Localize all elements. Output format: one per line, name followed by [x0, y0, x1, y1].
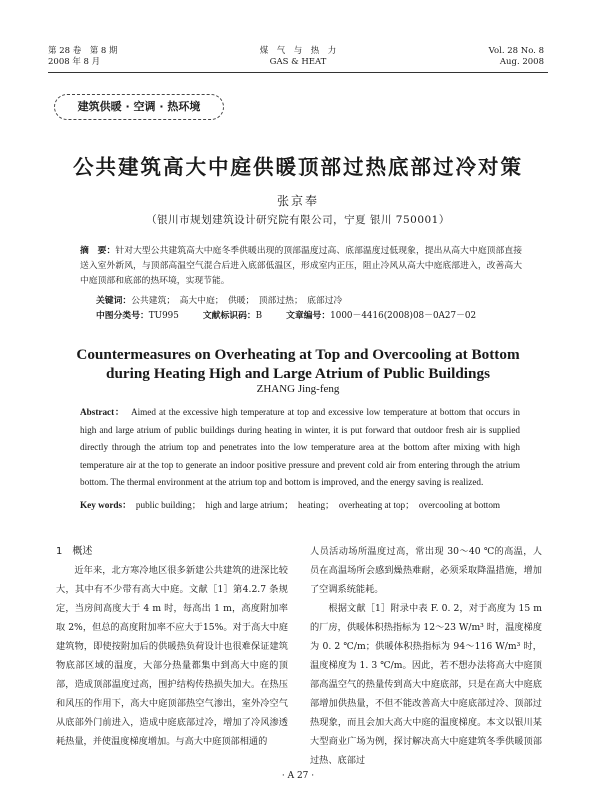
- keywords-en: [80, 497, 520, 515]
- keywords-cn-label: 关键词：: [96, 296, 132, 306]
- classification-line: [96, 309, 476, 323]
- article-title-cn: 公共建筑高大中庭供暖顶部过热底部过冷对策: [73, 155, 523, 179]
- abstract-cn-text: 针对大型公共建筑高大中庭冬季供暖出现的顶部温度过高、底部温度过低现象，提出从高大中庭顶部直接送入室外新风，与顶部高温空气混合后进入底部低温区，形成室内正压，阻止冷风从高大中庭底部进入，改善高大中庭顶部和底部的热环境，实现节能。: [80, 246, 522, 286]
- body-right-column: [310, 542, 542, 770]
- issue-date-en: Aug. 2008: [499, 57, 544, 67]
- volume-issue: 第 28 卷 第 8 期: [48, 46, 118, 56]
- affiliation-cn: （银川市规划建筑设计研究院有限公司，宁夏 银川 750001）: [146, 214, 450, 226]
- keywords-cn-text: 公共建筑； 高大中庭； 供暖； 顶部过热； 底部过冷: [131, 296, 343, 306]
- section-heading: 1 概述: [56, 546, 93, 557]
- abstract-cn-label: 摘 要：: [80, 246, 116, 256]
- body-paragraph: 根据文献［1］附录中表 F. 0. 2，对于高度为 15 m 的厂房，供暖体积热指标为 12～23 W/m³ 时，温度梯度为 0. 2 ℃/m；供暖体积热指标为 94～116 W/m³ 时，温度梯度为 1. 3 ℃/m。因此，若不想办法将高大中庭顶部高温空气的热量传到高大中庭底部，只是在高大中庭底部增加供热量，不但不能改善高大中庭底部过冷、顶部过热现象，而且会加大高大中庭的温度梯度。本文以银川某大型商业广场为例，探讨解决高大中庭建筑冬季供暖顶部过热、底部过: [310, 603, 542, 766]
- volume-issue-en: Vol. 28 No. 8: [488, 46, 544, 56]
- issue-date: 2008 年 8 月: [48, 57, 101, 67]
- body-left-column: [56, 542, 288, 751]
- keywords-cn: [96, 294, 342, 308]
- keywords-en-text: public building； high and large atrium； heating； overheating at top； overcooling at bottom: [135, 500, 501, 510]
- body-paragraph: 近年来，北方寒冷地区很多新建公共建筑的进深比较大，其中有不少带有高大中庭。文献［1］第4.2.7 条规定，当房间高度大于 4 m 时，每高出 1 m，高度附加率取 2%，但总的高度附加率不应大于15%。对于高大中庭建筑物，即使按附加后的供暖热负荷设计也很难保证建筑物底部区域的温度，大部分热量都集中到高大中庭的顶部，造成顶部温度过高，围护结构传热损失加大。在热压和风压的作用下，高大中庭顶部热空气渗出，室外冷空气从底部外门前进入，造成中庭底部过冷，增加了冷风渗透耗热量，并使温度梯度增加。与高大中庭顶部相通的: [56, 565, 288, 747]
- title-en-line2: during Heating High and Large Atrium of Public Buildings: [106, 365, 490, 382]
- author-en: ZHANG Jing-feng: [256, 383, 340, 395]
- journal-name-en: GAS & HEAT: [269, 57, 327, 67]
- article-number-label: 文章编号：: [286, 311, 331, 321]
- journal-name-cn: 煤 气 与 热 力: [259, 46, 337, 56]
- article-number-value: 1000－4416(2008)08－0A27－02: [330, 311, 477, 321]
- doc-code-label: 文献标识码：: [202, 311, 256, 321]
- abstract-cn: [80, 244, 522, 289]
- title-en-line1: Countermeasures on Overheating at Top and Overcooling at Bottom: [76, 346, 520, 363]
- article-title-en: [40, 345, 556, 383]
- header-rule: [48, 72, 548, 73]
- keywords-en-label: Key words：: [80, 500, 132, 510]
- body-paragraph: 人员活动场所温度过高，常出现 30～40 ℃的高温，人员在高温场所会感到燥热难耐，必须采取降温措施，增加了空调系统能耗。: [310, 546, 542, 595]
- abstract-en: [80, 404, 520, 492]
- abstract-en-label: Abstract：: [80, 407, 125, 417]
- author-cn: 张京奉: [276, 194, 319, 208]
- clc-label: 中图分类号：: [96, 311, 149, 321]
- journal-volume-info-en: [489, 46, 544, 68]
- clc-value: TU995: [148, 311, 179, 321]
- abstract-en-text: Aimed at the excessive high temperature at top and excessive low temperature at bottom that occurs in high and large atrium of public buildings during heating in winter, it is put forward that outdoor fresh air is supplied directly through the atrium top and penetrates into the low temperature area at the bottom after mixing with high temperature air at the top to generate an indoor positive pressure and prevent cold air from entering through the atrium bottom. The thermal environment at the atrium top and bottom is improved, and the energy saving is realized.: [80, 407, 520, 487]
- section-banner: 建筑供暖 · 空调 · 热环境: [54, 94, 224, 120]
- doc-code-value: B: [255, 311, 263, 321]
- page-number: · A 27 ·: [281, 771, 315, 781]
